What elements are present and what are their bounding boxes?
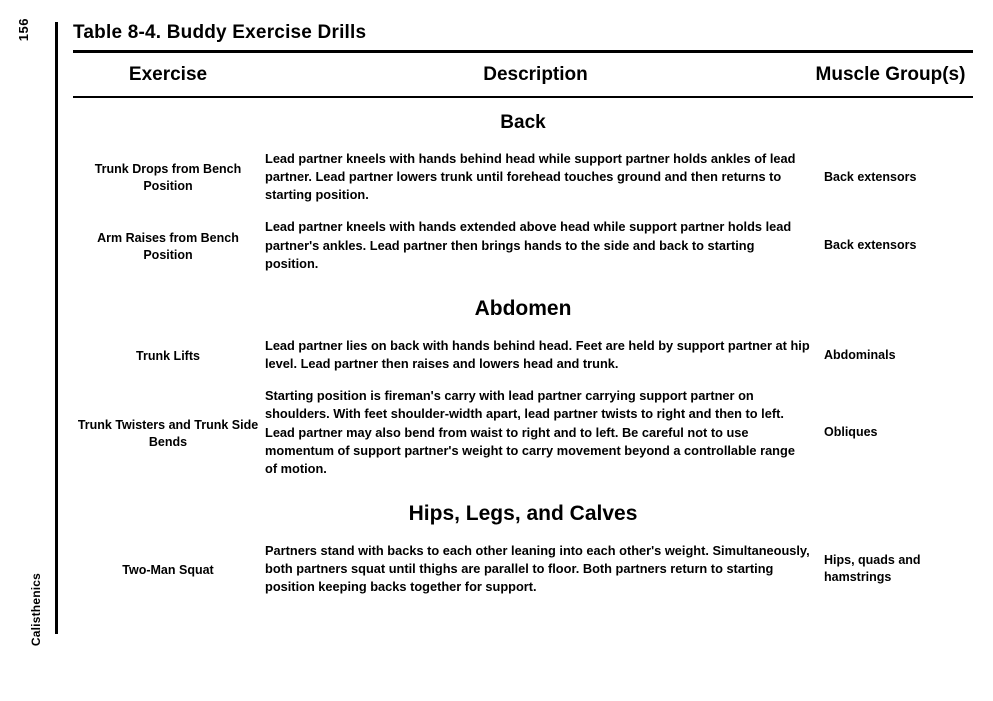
row-muscle-group: Hips, quads and hamstrings: [824, 553, 921, 585]
table-row: [73, 212, 973, 280]
page-number: 156: [16, 18, 31, 42]
row-exercise-name: Trunk Twisters and Trunk Side Bends: [77, 417, 259, 449]
column-header-exercise: Exercise: [128, 63, 208, 85]
table-row: [73, 381, 973, 486]
row-muscle-group: Back extensors: [824, 238, 917, 253]
row-description: Lead partner kneels with hands behind head while support partner holds ankles of lead partner. Lead partner lowers trunk until forehead touches ground and then returns to starting position.: [265, 151, 796, 203]
row-exercise-name: Trunk Drops from Bench Position: [94, 162, 242, 194]
margin-vertical-rule: [55, 22, 58, 634]
section-heading-hips-legs-calves: Hips, Legs, and Calves: [408, 502, 638, 526]
buddy-exercise-drills-table: [73, 22, 973, 605]
row-muscle-group: Obliques: [824, 425, 878, 440]
row-description: Partners stand with backs to each other leaning into each other's weight. Simultaneously, both partners squat until thighs are parallel to floor. Both partners return to starting position keeping backs together for support.: [265, 543, 810, 595]
row-muscle-group: Abdominals: [824, 347, 896, 362]
table-title: Table 8-4. Buddy Exercise Drills: [73, 22, 367, 43]
section-heading-back: Back: [500, 112, 546, 133]
column-header-description: Description: [483, 63, 588, 85]
chapter-label: Calisthenics: [29, 572, 43, 646]
row-exercise-name: Arm Raises from Bench Position: [97, 230, 239, 262]
row-exercise-name: Two-Man Squat: [122, 562, 214, 577]
row-muscle-group: Back extensors: [824, 169, 917, 184]
table-header-row: [73, 53, 973, 96]
section-heading-abdomen: Abdomen: [474, 296, 572, 320]
table-row: [73, 144, 973, 212]
row-description: Lead partner kneels with hands extended above head while support partner holds lead partner's ankles. Lead partner then brings hands to the side and back to starting position.: [265, 219, 792, 271]
row-description: Lead partner lies on back with hands behind head. Feet are held by support partner at hip level. Lead partner then raises and lowers head and trunk.: [265, 337, 810, 372]
row-exercise-name: Trunk Lifts: [136, 348, 200, 363]
page-margin-column: [0, 0, 58, 701]
row-description: Starting position is fireman's carry with lead partner carrying support partner on shoulders. With feet shoulder-width apart, lead partner twists to right and then to left. Lead partner may also bend from waist to right and to left. Be careful not to use momentum of support partner's weight to carry movement beyond a controllable range of motion.: [265, 388, 795, 476]
table-row: [73, 536, 973, 604]
column-header-muscle-group: Muscle Group(s): [815, 63, 966, 85]
table-row: [73, 331, 973, 381]
